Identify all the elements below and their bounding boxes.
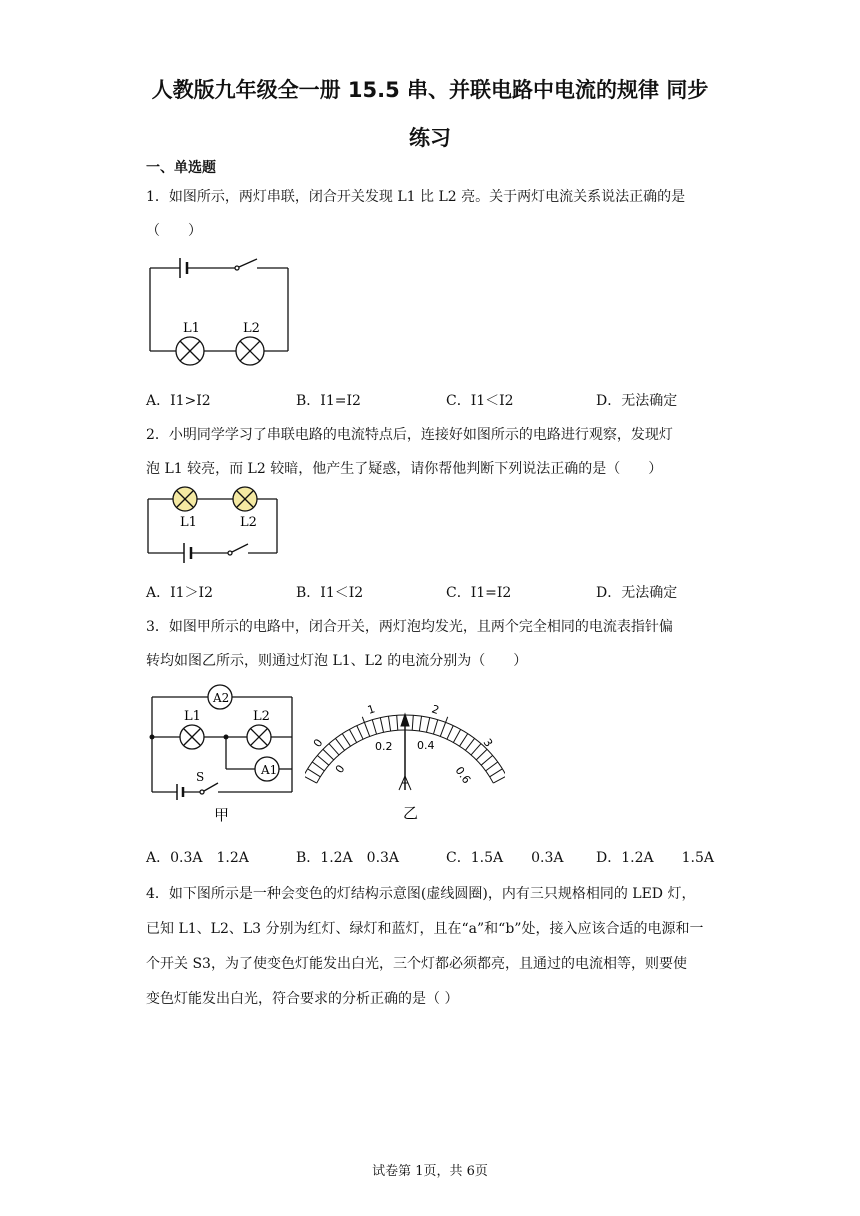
q3-option-c[interactable]: C．1.5A 0.3A — [446, 850, 564, 866]
meter-tick — [329, 744, 339, 755]
meter-label-0-4: 0.4 — [417, 739, 435, 752]
meter-tick — [493, 773, 505, 783]
q4-stem-line1: 4．如下图所示是一种会变色的灯结构示意图(虚线圆圈)，内有三只规格相同的 LED 灯， — [146, 886, 696, 902]
q1-stem-line1: 1．如图所示，两灯串联，闭合开关发现 L1 比 L2 亮。关于两灯电流关系说法正确的是 — [146, 189, 686, 205]
meter-label-0-2: 0.2 — [375, 740, 393, 753]
meter-label-1: 1 — [365, 702, 377, 717]
doc-title-line1: 人教版九年级全一册 15.5 串、并联电路中电流的规律 同步 — [151, 78, 709, 102]
q2-stem-line2: 泡 L1 较亮，而 L2 较暗，他产生了疑惑，请你帮他判断下列说法正确的是（ ） — [146, 461, 663, 477]
meter-tick — [419, 716, 421, 731]
q3-option-d[interactable]: D．1.2A 1.5A — [596, 850, 714, 866]
meter-tick — [380, 718, 383, 733]
meter-tick — [481, 755, 492, 765]
q3-ammeter-figure-yi — [305, 690, 505, 830]
q4-stem-line2: 已知 L1、L2、L3 分别为红灯、绿灯和蓝灯，且在“a”和“b”处，接入应该合适的电源和一 — [146, 921, 704, 937]
meter-tick — [440, 717, 447, 737]
q3-option-a[interactable]: A．0.3A 1.2A — [146, 850, 249, 866]
q3-label-yi: 乙 — [403, 804, 419, 822]
meter-tick — [453, 729, 460, 742]
meter-tick — [397, 715, 398, 730]
q1-label-l2: L2 — [243, 321, 260, 336]
q2-option-d[interactable]: D．无法确定 — [596, 585, 678, 601]
meter-label-3: 3 — [480, 736, 496, 750]
doc-title-line2: 练习 — [409, 126, 451, 150]
q2-circuit-figure — [140, 483, 290, 563]
q1-circuit-figure — [140, 250, 300, 370]
meter-tick — [447, 726, 453, 740]
q1-option-d[interactable]: D．无法确定 — [596, 393, 678, 409]
meter-tick — [486, 762, 498, 771]
q3-label-jia: 甲 — [214, 806, 230, 824]
meter-tick — [349, 729, 356, 742]
meter-tick — [426, 718, 429, 733]
q3-option-b[interactable]: B．1.2A 0.3A — [296, 850, 400, 866]
meter-tick — [372, 720, 376, 734]
q3-label-s: S — [196, 770, 205, 784]
meter-needle-head — [401, 714, 409, 726]
q3-label-a2: A2 — [213, 691, 230, 705]
q2-stem-line1: 2．小明同学学习了串联电路的电流特点后，连接好如图所示的电路进行观察，发现灯 — [146, 427, 673, 443]
q4-stem-line3: 个开关 S3，为了使变色灯能发出白光，三个灯都必须都亮，且通过的电流相等，则要使 — [146, 956, 687, 972]
q1-stem-line2: （ ） — [146, 223, 202, 239]
q3-circuit-figure-jia — [140, 682, 300, 827]
q2-label-l2: L2 — [240, 515, 257, 530]
q1-option-c[interactable]: C．I1＜I2 — [446, 393, 514, 409]
meter-tick — [465, 738, 474, 750]
meter-tick — [476, 749, 487, 760]
meter-tick — [433, 720, 437, 734]
section-heading: 一、单选题 — [146, 160, 216, 176]
page-footer: 试卷第 1页，共 6页 — [372, 1164, 488, 1179]
meter-label-0: 0 — [310, 736, 326, 750]
meter-tick — [388, 716, 390, 731]
q3-stem-line2: 转均如图乙所示，则通过灯泡 L1、L2 的电流分别为（ ） — [146, 653, 528, 669]
q1-option-a[interactable]: A．I1>I2 — [146, 393, 211, 409]
q2-label-l1: L1 — [180, 515, 197, 530]
meter-tick — [312, 762, 324, 771]
q3-label-l1: L1 — [184, 709, 201, 724]
q1-option-b[interactable]: B．I1=I2 — [296, 393, 361, 409]
meter-label-0-6: 0.6 — [452, 764, 474, 787]
meter-tick — [412, 715, 413, 730]
meter-tick — [460, 734, 468, 747]
meter-tick — [323, 749, 334, 760]
q3-label-a1: A1 — [261, 763, 278, 777]
q2-option-b[interactable]: B．I1＜I2 — [296, 585, 364, 601]
q3-stem-line1: 3．如图甲所示的电路中，闭合开关，两灯泡均发光，且两个完全相同的电流表指针偏 — [146, 619, 673, 635]
q4-stem-line4: 变色灯能发出白光，符合要求的分析正确的是（ ） — [146, 991, 459, 1007]
meter-label-2: 2 — [430, 702, 441, 718]
q3-label-l2: L2 — [253, 709, 270, 724]
meter-tick — [342, 734, 350, 747]
meter-tick — [305, 773, 317, 783]
meter-tick — [471, 744, 481, 755]
meter-tick — [357, 726, 363, 740]
meter-tick — [362, 717, 369, 737]
meter-tick — [335, 738, 344, 750]
q2-option-c[interactable]: C．I1=I2 — [446, 585, 512, 601]
q1-label-l1: L1 — [183, 321, 200, 336]
meter-tick — [317, 755, 328, 765]
q2-option-a[interactable]: A．I1＞I2 — [146, 585, 213, 601]
meter-tick — [308, 769, 321, 777]
meter-label-small-0: 0 — [332, 762, 348, 776]
meter-tick — [490, 769, 503, 777]
